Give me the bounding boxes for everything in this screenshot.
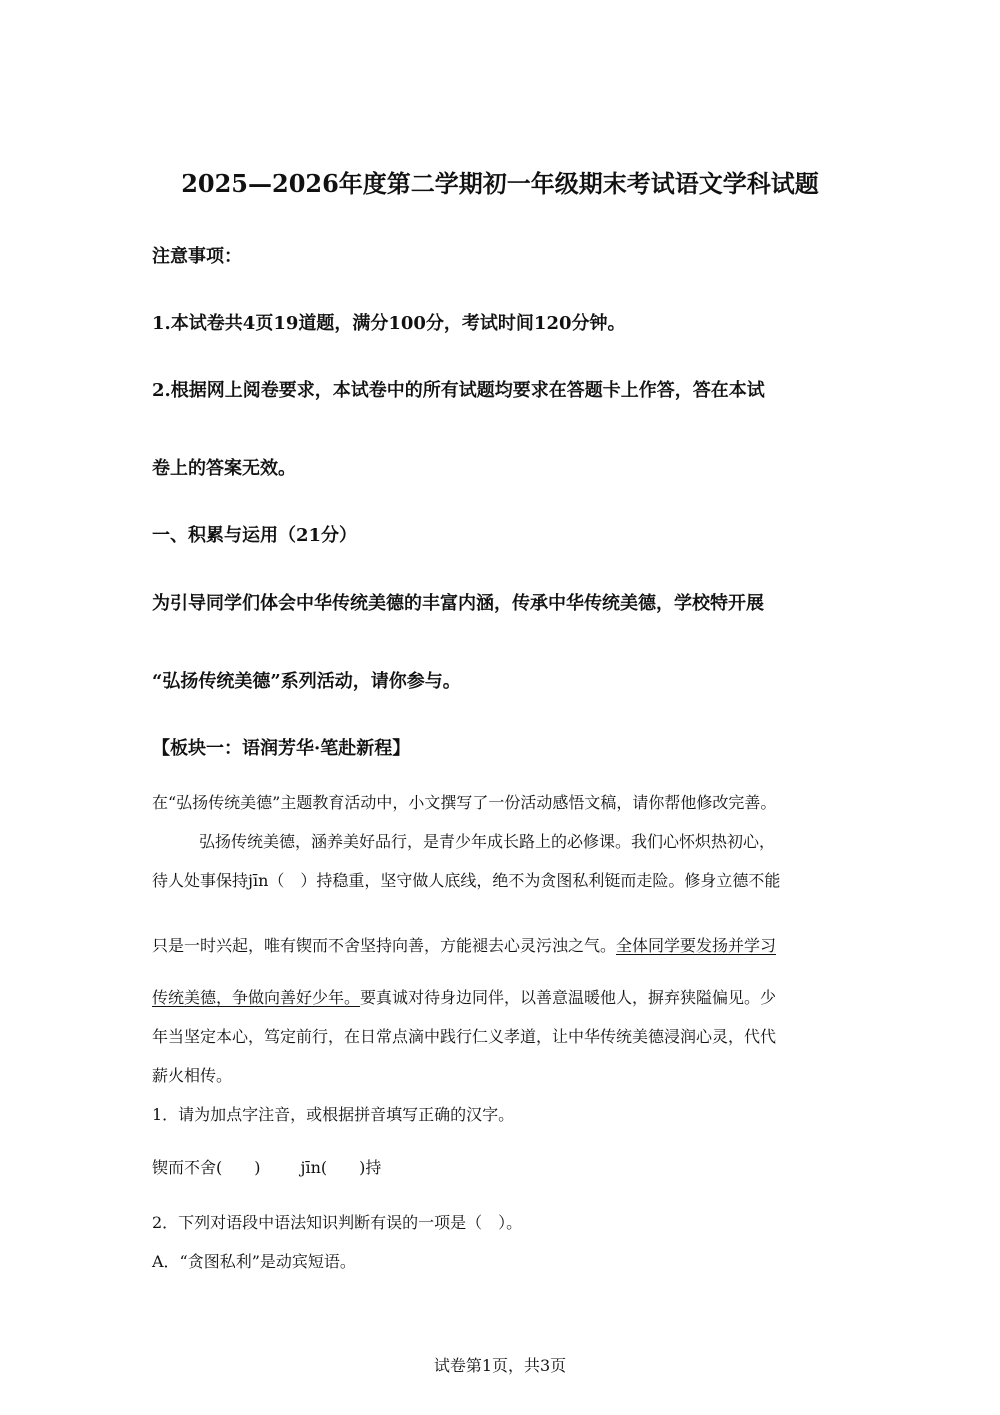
passage-line-3-text: 只是一时兴起，唯有锲而不舍坚持向善，方能褪去心灵污浊之气。 — [152, 936, 617, 955]
underlined-sentence-part-2: 传统美德，争做向善好少年。 — [152, 988, 361, 1007]
question-1-blank-2: jīn( )持 — [300, 1158, 382, 1177]
passage-line-5: 年当坚定本心，笃定前行，在日常点滴中践行仁义孝道，让中华传统美德浸润心灵，代代 — [152, 1027, 777, 1046]
notice-heading: 注意事项： — [152, 246, 242, 267]
question-2: 2．下列对语段中语法知识判断有误的一项是（ ）。 — [152, 1213, 523, 1232]
passage-line-2: 待人处事保持jīn（ ）持稳重，坚守做人底线，绝不为贪图私利铤而走险。修身立德不能 — [152, 871, 781, 890]
passage-line-3 — [152, 938, 776, 954]
question-1: 1．请为加点字注音，或根据拼音填写正确的汉字。 — [152, 1105, 515, 1124]
passage-line-4 — [152, 990, 776, 1006]
block-1-heading: 【板块一：语润芳华·笔赴新程】 — [152, 738, 411, 759]
question-1-blank-1: 锲而不舍( ) — [152, 1158, 261, 1177]
section-1-intro-line-1: 为引导同学们体会中华传统美德的丰富内涵，传承中华传统美德，学校特开展 — [152, 593, 764, 614]
question-2-option-a: A．“贪图私利”是动宾短语。 — [152, 1252, 356, 1271]
block-1-instruction: 在“弘扬传统美德”主题教育活动中，小文撰写了一份活动感悟文稿，请你帮他修改完善。 — [152, 793, 777, 812]
passage-line-6: 薪火相传。 — [152, 1066, 233, 1085]
notice-item-1: 1.本试卷共4页19道题，满分100分，考试时间120分钟。 — [152, 313, 626, 334]
notice-item-2-line-2: 卷上的答案无效。 — [152, 458, 296, 479]
notice-item-2-line-1: 2.根据网上阅卷要求，本试卷中的所有试题均要求在答题卡上作答，答在本试 — [152, 380, 765, 401]
question-1-blanks — [152, 1160, 381, 1176]
section-1-heading: 一、积累与运用（21分） — [152, 525, 358, 546]
exam-title: 2025—2026年度第二学期初一年级期末考试语文学科试题 — [181, 169, 819, 198]
page-footer: 试卷第1页，共3页 — [433, 1356, 567, 1375]
passage-line-1: 弘扬传统美德，涵养美好品行，是青少年成长路上的必修课。我们心怀炽热初心， — [199, 832, 776, 851]
section-1-intro-line-2: “弘扬传统美德”系列活动，请你参与。 — [152, 671, 461, 692]
underlined-sentence-part-1: 全体同学要发扬并学习 — [616, 936, 777, 955]
passage-line-4-text: 要真诚对待身边同伴，以善意温暖他人，摒弃狭隘偏见。少 — [360, 988, 777, 1007]
